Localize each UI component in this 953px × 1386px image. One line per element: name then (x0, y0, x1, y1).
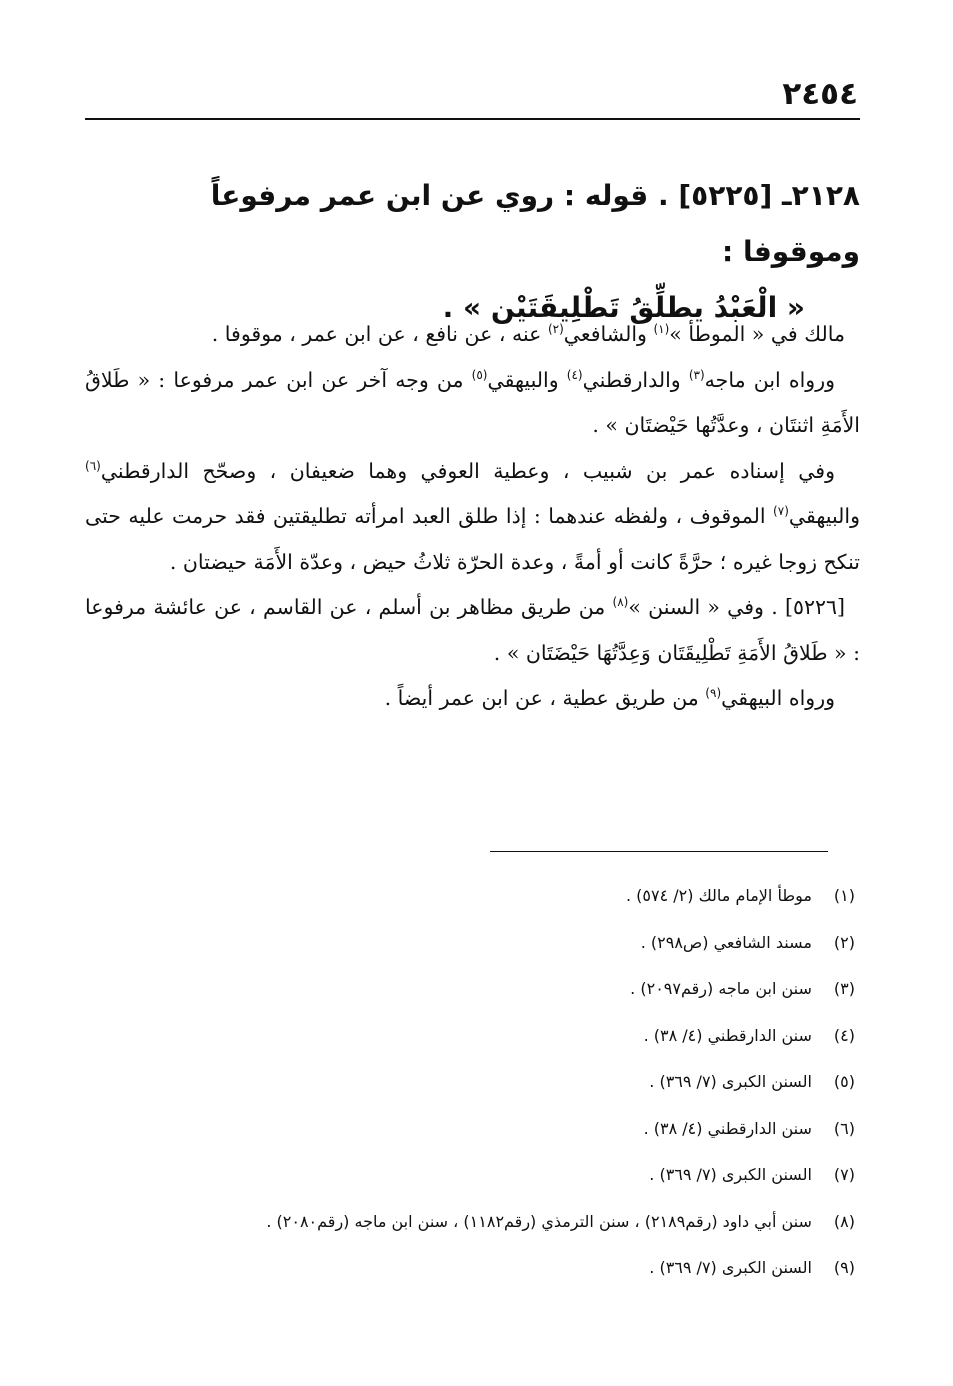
paragraph-1 (85, 312, 860, 358)
footnote-number: (١) (833, 886, 855, 905)
text-run: والشافعي (563, 322, 654, 346)
footnote-item (85, 1203, 855, 1250)
footnote-ref[interactable]: (٩) (705, 686, 722, 701)
text-run: الموقوف ، ولفظه عندهما : إذا طلق العبد امرأته تطليقتين فقد حرمت عليه حتى تنكح زوجا غيره ؛ حرَّةً كانت أو أمةً ، وعدة الحرّة ثلاثُ حيض ، وعدّة الأَمَة حيضتان . (85, 504, 860, 574)
footnote-text: السنن الكبرى (٧/ ٣٦٩) . (649, 1072, 812, 1091)
footnote-text: السنن الكبرى (٧/ ٣٦٩) . (649, 1258, 812, 1277)
paragraph-3 (85, 449, 860, 586)
footnote-number: (٨) (833, 1211, 855, 1231)
text-run: مالك في « الموطأ » (669, 322, 845, 346)
footnote-text: مسند الشافعي (ص٢٩٨) . (640, 932, 812, 952)
text-run: والدارقطني (582, 367, 689, 392)
footnote-number: (٩) (833, 1258, 855, 1277)
footnote-text: سنن ابن ماجه (رقم٢٠٩٧) . (630, 979, 812, 998)
heading-line-1: ٢١٢٨ـ [٥٢٢٥] . قوله : روي عن ابن عمر مرفوعاً وموقوفا : (210, 179, 860, 268)
footnote-item (85, 970, 855, 1017)
footnote-text: سنن الدارقطني (٤/ ٣٨) . (643, 1118, 812, 1138)
footnote-text: سنن أبي داود (رقم٢١٨٩) ، سنن الترمذي (رقم١١٨٢) ، سنن ابن ماجه (رقم٢٠٨٠) . (266, 1211, 812, 1231)
text-run: والبيهقي (487, 367, 567, 392)
entry-heading (85, 168, 860, 336)
text-run: عنه ، عن نافع ، عن ابن عمر ، موقوفا . (211, 322, 548, 346)
body-text (85, 312, 860, 722)
footnote-item (85, 877, 855, 924)
header-rule (85, 118, 860, 120)
footnote-ref[interactable]: (٣) (688, 367, 705, 382)
text-run: من طريق عطية ، عن ابن عمر أيضاً . (384, 686, 706, 710)
footnote-item (85, 1110, 855, 1157)
footnote-item (85, 924, 855, 971)
text-run: من وجه آخر عن ابن عمر مرفوعا : « طَلاقُ الأَمَةِ اثنتَان ، وعدَّتُها حَيْضتَان » . (85, 367, 860, 437)
footnote-text: السنن الكبرى (٧/ ٣٦٩) . (649, 1165, 812, 1184)
footnote-number: (٤) (833, 1025, 855, 1045)
text-run: ورواه ابن ماجه (704, 367, 836, 392)
text-run: والبيهقي (788, 504, 860, 528)
footnote-text: موطأ الإمام مالك (٢/ ٥٧٤) . (625, 886, 812, 905)
footnote-number: (٢) (833, 932, 855, 952)
footnote-item (85, 1156, 855, 1203)
footnote-ref[interactable]: (٧) (773, 504, 789, 519)
heading-line-2: « الْعَبْدُ يطلِّقُ تَطْلِيقَتَيْن » . (442, 291, 805, 324)
text-run: من طريق مظاهر بن أسلم ، عن القاسم ، عن عائشة مرفوعا : « طَلاقُ الأَمَةِ تَطْلِيقَتَان وَعِدَّتُهَا حَيْضَتَان » . (85, 595, 860, 665)
page-number: ٢٤٥٤ (782, 76, 858, 112)
footnote-ref[interactable]: (١) (653, 322, 670, 337)
footnotes (85, 877, 855, 1296)
footnote-item (85, 1249, 855, 1296)
text-run: [٥٢٢٦] . وفي « السنن » (628, 595, 845, 619)
footnote-ref[interactable]: (٦) (85, 458, 101, 473)
text-run: وفي إسناده عمر بن شبيب ، وعطية العوفي وهما ضعيفان ، وصحّح الدارقطني (100, 458, 835, 483)
footnote-ref[interactable]: (٤) (566, 367, 583, 382)
footnote-ref[interactable]: (٢) (547, 322, 564, 337)
footnote-item (85, 1017, 855, 1064)
paragraph-2 (85, 358, 860, 449)
footnote-ref[interactable]: (٨) (612, 595, 629, 610)
footnote-separator (490, 851, 828, 852)
footnote-number: (٧) (833, 1165, 855, 1184)
footnote-number: (٥) (833, 1072, 855, 1091)
paragraph-4 (85, 585, 860, 676)
footnote-number: (٣) (833, 979, 855, 998)
footnote-item (85, 1063, 855, 1110)
text-run: ورواه البيهقي (721, 686, 835, 710)
footnote-ref[interactable]: (٥) (471, 367, 488, 382)
footnote-number: (٦) (833, 1118, 855, 1138)
paragraph-5 (85, 676, 860, 722)
footnote-text: سنن الدارقطني (٤/ ٣٨) . (643, 1025, 812, 1045)
